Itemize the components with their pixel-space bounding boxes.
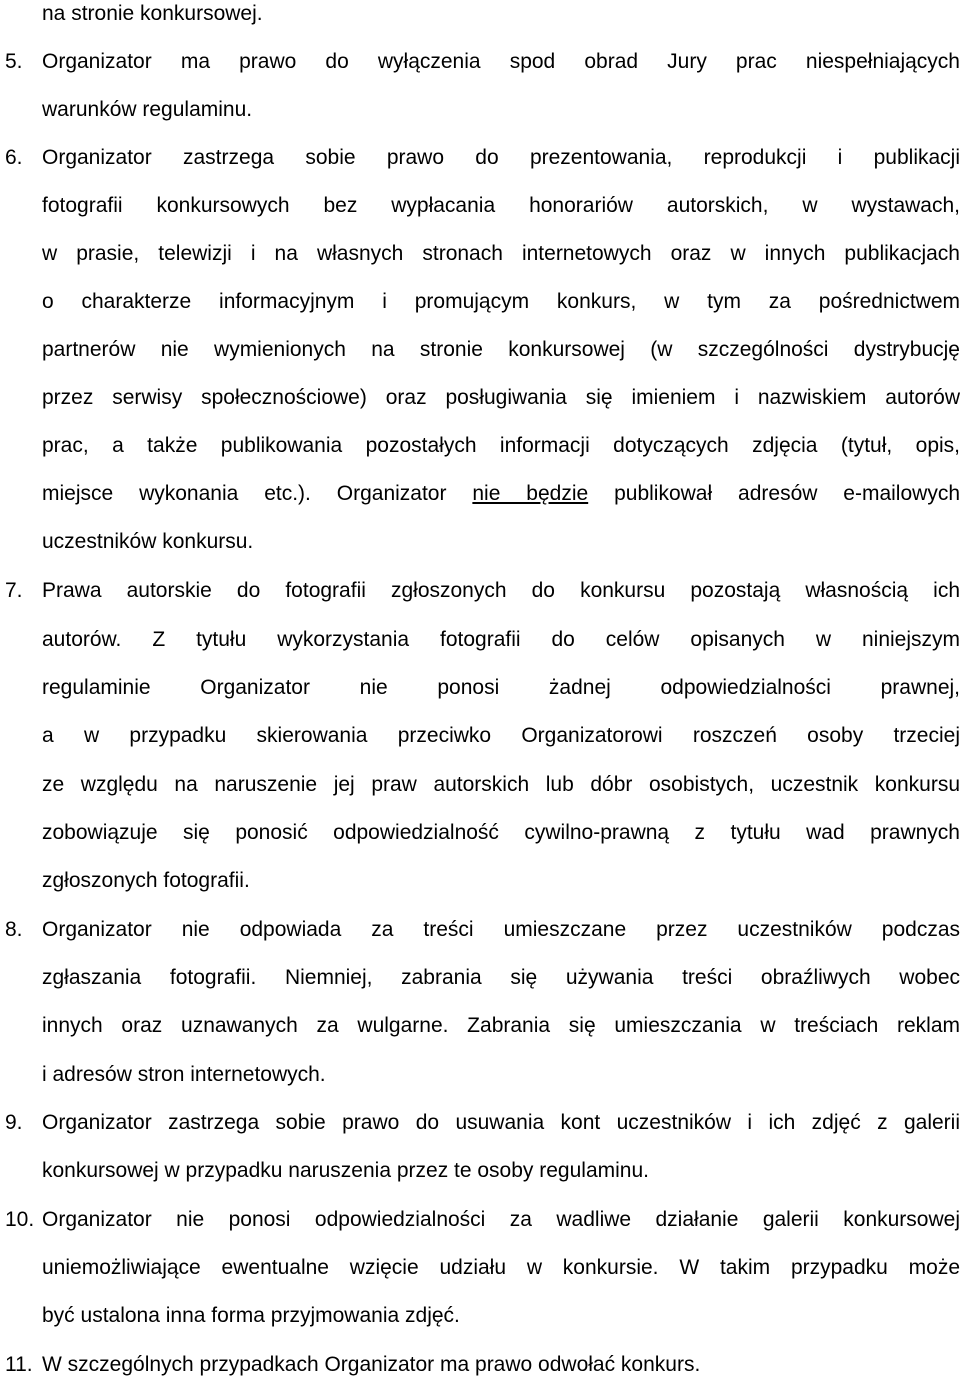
paragraph-line: a w przypadku skierowania przeciwko Organizatorowi roszczeń osoby trzeciej [42, 724, 960, 747]
paragraph-line: być ustalona inna forma przyjmowania zdjęć. [42, 1304, 460, 1327]
list-item-number: 5. [5, 50, 23, 73]
text-segment: miejsce wykonania etc.). Organizator [42, 482, 473, 505]
list-item-number: 11. [5, 1353, 33, 1376]
paragraph-line: o charakterze informacyjnym i promującym konkurs, w tym za pośrednictwem [42, 290, 960, 313]
paragraph-line: prac, a także publikowania pozostałych informacji dotyczących zdjęcia (tytuł, opis, [42, 434, 960, 457]
paragraph-line: w prasie, telewizji i na własnych stronach internetowych oraz w innych publikacjach [42, 242, 960, 265]
paragraph-line: Organizator zastrzega sobie prawo do usuwania kont uczestników i ich zdjęć z galerii [42, 1111, 960, 1134]
paragraph-line: Organizator ma prawo do wyłączenia spod obrad Jury prac niespełniających [42, 50, 960, 73]
paragraph-line: zobowiązuje się ponosić odpowiedzialność cywilno-prawną z tytułu wad prawnych [42, 821, 960, 844]
paragraph-line: zgłoszonych fotografii. [42, 869, 250, 892]
list-item-number: 7. [5, 579, 23, 602]
paragraph-line: konkursowej w przypadku naruszenia przez te osoby regulaminu. [42, 1159, 649, 1182]
paragraph-line: uniemożliwiające ewentualne wzięcie udziału w konkursie. W takim przypadku może [42, 1256, 960, 1279]
paragraph-line: Organizator nie odpowiada za treści umieszczane przez uczestników podczas [42, 918, 960, 941]
paragraph-line: regulaminie Organizator nie ponosi żadnej odpowiedzialności prawnej, [42, 676, 960, 699]
paragraph-line: zgłaszania fotografii. Niemniej, zabrania się używania treści obraźliwych wobec [42, 966, 960, 989]
paragraph-line: fotografii konkursowych bez wypłacania honorariów autorskich, w wystawach, [42, 194, 960, 217]
underlined-text: nie będzie [472, 482, 589, 505]
paragraph-line: na stronie konkursowej. [42, 2, 263, 25]
paragraph-line: przez serwisy społecznościowe) oraz posługiwania się imieniem i nazwiskiem autorów [42, 386, 960, 409]
paragraph-line: ze względu na naruszenie jej praw autorskich lub dóbr osobistych, uczestnik konkursu [42, 773, 960, 796]
paragraph-line: Organizator zastrzega sobie prawo do prezentowania, reprodukcji i publikacji [42, 146, 960, 169]
paragraph-line: Organizator nie ponosi odpowiedzialności za wadliwe działanie galerii konkursowej [42, 1208, 960, 1231]
list-item-number: 9. [5, 1111, 23, 1134]
paragraph-line: i adresów stron internetowych. [42, 1063, 326, 1086]
paragraph-line: W szczególnych przypadkach Organizator ma prawo odwołać konkurs. [42, 1353, 701, 1376]
list-item-number: 8. [5, 918, 23, 941]
list-item-number: 10. [5, 1208, 35, 1231]
paragraph-line [42, 480, 960, 508]
list-item-number: 6. [5, 146, 23, 169]
paragraph-line: innych oraz uznawanych za wulgarne. Zabrania się umieszczania w treściach reklam [42, 1014, 960, 1037]
paragraph-line: autorów. Z tytułu wykorzystania fotografii do celów opisanych w niniejszym [42, 628, 960, 651]
paragraph-line: warunków regulaminu. [42, 98, 253, 121]
paragraph-line: uczestników konkursu. [42, 530, 254, 553]
paragraph-line: partnerów nie wymienionych na stronie konkursowej (w szczególności dystrybucję [42, 338, 960, 361]
paragraph-line: Prawa autorskie do fotografii zgłoszonych do konkursu pozostają własnością ich [42, 579, 960, 602]
text-segment: publikował adresów e-mailowych [588, 482, 960, 505]
